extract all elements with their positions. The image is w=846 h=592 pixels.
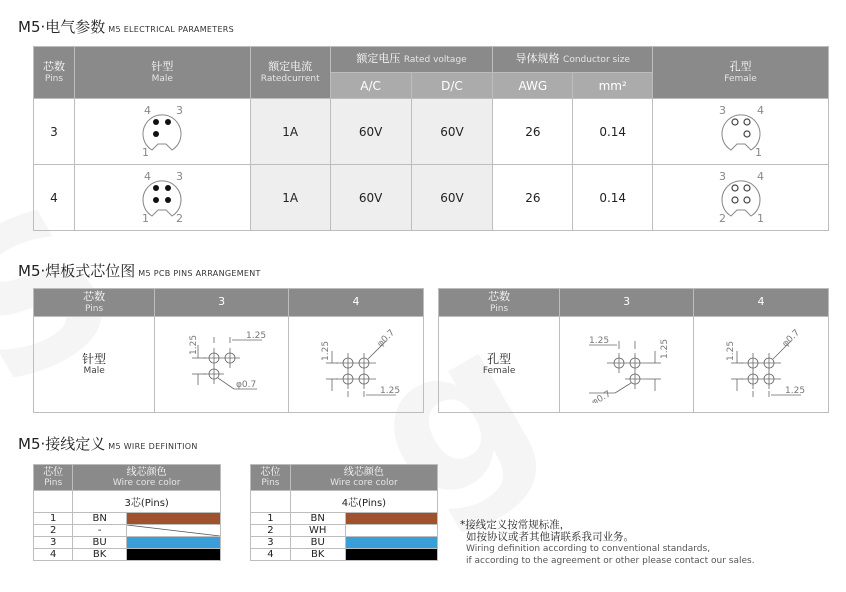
- pin-label: 1: [756, 211, 764, 225]
- pin-label: 2: [718, 211, 726, 225]
- pin-label: 3: [718, 103, 726, 117]
- empty-cell: [34, 491, 73, 513]
- table-row: [34, 525, 221, 537]
- wiring-note: [460, 519, 755, 567]
- header-pos: 芯位 Pins: [34, 465, 73, 491]
- header-conductor: 导体规格 Conductor size: [493, 47, 653, 73]
- header-male: 针型 Male: [74, 47, 250, 99]
- pcb-layout-icon: [701, 323, 821, 403]
- dim-label: 1.25: [659, 338, 670, 359]
- header-awg: AWG: [493, 73, 573, 99]
- pcb-female-4-diagram: [694, 317, 829, 413]
- color-code: BK: [73, 549, 127, 561]
- header-voltage: 额定电压 Rated voltage: [330, 47, 493, 73]
- color-swatch-white: [345, 525, 437, 537]
- wire-title: 3芯(Pins): [73, 491, 221, 513]
- color-swatch-black: [126, 549, 220, 561]
- header-current: 额定电流 Ratedcurrent: [250, 47, 330, 99]
- header-col3: 3: [560, 289, 694, 317]
- female-diagram: [653, 99, 829, 165]
- dim-label: 1.25: [588, 335, 609, 346]
- pin-label: 1: [142, 211, 150, 225]
- female-label: 孔型 Female: [439, 317, 560, 413]
- header-pins: 芯数 Pins: [34, 289, 155, 317]
- table-row: [34, 99, 829, 165]
- pin-pos: 2: [251, 525, 291, 537]
- wire-title: 4芯(Pins): [290, 491, 437, 513]
- color-code: BN: [290, 513, 345, 525]
- male-diagram: [74, 99, 250, 165]
- table-row: [251, 513, 438, 525]
- header-col3: 3: [155, 289, 289, 317]
- pin-pos: 1: [251, 513, 291, 525]
- note-line: *接线定义按常规标准，: [460, 519, 571, 531]
- dim-label: 1.25: [726, 340, 737, 361]
- pcb-layout-icon: [162, 323, 282, 403]
- wire-table-4: [250, 464, 438, 561]
- row-pins: 4: [34, 165, 75, 231]
- female-diagram: [653, 165, 829, 231]
- dim-label: φ0.7: [235, 379, 256, 390]
- header-pins: 芯数 Pins: [439, 289, 560, 317]
- pin-pos: 4: [251, 549, 291, 561]
- pin-label: 4: [144, 169, 152, 183]
- table-row: [34, 513, 221, 525]
- row-dc: 60V: [411, 165, 493, 231]
- wire-table-3: [33, 464, 221, 561]
- row-current: 1A: [250, 165, 330, 231]
- dim-label: φ0.7: [780, 327, 803, 349]
- table-row: [251, 537, 438, 549]
- pin-label: 3: [176, 169, 184, 183]
- header-pos: 芯位 Pins: [251, 465, 291, 491]
- color-code: WH: [290, 525, 345, 537]
- electrical-table: [33, 46, 829, 231]
- pin-pos: 3: [251, 537, 291, 549]
- table-row: [34, 537, 221, 549]
- header-dc: D/C: [411, 73, 493, 99]
- pin-label: 4: [756, 103, 764, 117]
- male-diagram: [74, 165, 250, 231]
- pin-label: 4: [756, 169, 764, 183]
- header-color: 线芯颜色 Wire core color: [290, 465, 437, 491]
- note-line: if according to the agreement or other please contact our sales.: [466, 556, 755, 566]
- male-label: 针型 Male: [34, 317, 155, 413]
- color-code: BU: [73, 537, 127, 549]
- color-code: BU: [290, 537, 345, 549]
- pin-pos: 1: [34, 513, 73, 525]
- color-swatch-brown: [126, 513, 220, 525]
- note-line: Wiring definition according to conventional standards,: [466, 544, 711, 554]
- row-ac: 60V: [330, 165, 411, 231]
- no-wire-icon: [127, 525, 220, 536]
- male-3pin-icon: [122, 100, 202, 160]
- color-code: BK: [290, 549, 345, 561]
- pin-label: 1: [142, 145, 150, 159]
- pin-label: 4: [144, 103, 152, 117]
- male-4pin-icon: [122, 166, 202, 226]
- table-row: [34, 165, 829, 231]
- pin-pos: 4: [34, 549, 73, 561]
- row-awg: 26: [493, 165, 573, 231]
- empty-cell: [251, 491, 291, 513]
- color-code: BN: [73, 513, 127, 525]
- table-row: [251, 549, 438, 561]
- color-swatch-blue: [345, 537, 437, 549]
- header-col4: 4: [694, 289, 829, 317]
- header-pins: 芯数 Pins: [34, 47, 75, 99]
- row-mm2: 0.14: [573, 165, 653, 231]
- pcb-female-table: [438, 288, 829, 413]
- dim-label: φ0.7: [589, 388, 613, 403]
- dim-label: 1.25: [321, 340, 332, 361]
- dim-label: 1.25: [380, 385, 401, 396]
- section-title-wire: M5·接线定义 M5 WIRE DEFINITION: [18, 435, 198, 453]
- row-mm2: 0.14: [573, 99, 653, 165]
- header-ac: A/C: [330, 73, 411, 99]
- pin-label: 3: [176, 103, 184, 117]
- row-dc: 60V: [411, 99, 493, 165]
- note-line: 如按协议或者其他请联系我司业务。: [466, 531, 634, 543]
- female-4pin-icon: [701, 166, 781, 226]
- color-code: -: [73, 525, 127, 537]
- row-awg: 26: [493, 99, 573, 165]
- table-row: [251, 525, 438, 537]
- pin-label: 3: [718, 169, 726, 183]
- pin-pos: 3: [34, 537, 73, 549]
- table-row: [34, 549, 221, 561]
- pcb-female-3-diagram: [560, 317, 694, 413]
- pcb-male-table: [33, 288, 424, 413]
- dim-label: 1.25: [188, 334, 199, 355]
- section-title-pcb: M5·焊板式芯位图 M5 PCB PINS ARRANGEMENT: [18, 262, 261, 280]
- header-female: 孔型 Female: [653, 47, 829, 99]
- color-swatch-black: [345, 549, 437, 561]
- color-swatch-none: [126, 525, 220, 537]
- dim-label: 1.25: [785, 385, 806, 396]
- section-title-electrical: M5·电气参数 M5 ELECTRICAL PARAMETERS: [18, 18, 235, 36]
- dim-label: 1.25: [245, 330, 266, 341]
- header-color: 线芯颜色 Wire core color: [73, 465, 221, 491]
- row-pins: 3: [34, 99, 75, 165]
- color-swatch-blue: [126, 537, 220, 549]
- pin-label: 1: [754, 145, 762, 159]
- pcb-layout-icon: [567, 323, 687, 403]
- pcb-male-3-diagram: [155, 317, 289, 413]
- header-mm2: mm²: [573, 73, 653, 99]
- female-3pin-icon: [701, 100, 781, 160]
- pin-pos: 2: [34, 525, 73, 537]
- row-current: 1A: [250, 99, 330, 165]
- row-ac: 60V: [330, 99, 411, 165]
- pin-label: 2: [176, 211, 184, 225]
- dim-label: φ0.7: [375, 327, 398, 349]
- pcb-male-4-diagram: [289, 317, 424, 413]
- header-col4: 4: [289, 289, 424, 317]
- color-swatch-brown: [345, 513, 437, 525]
- pcb-layout-icon: [296, 323, 416, 403]
